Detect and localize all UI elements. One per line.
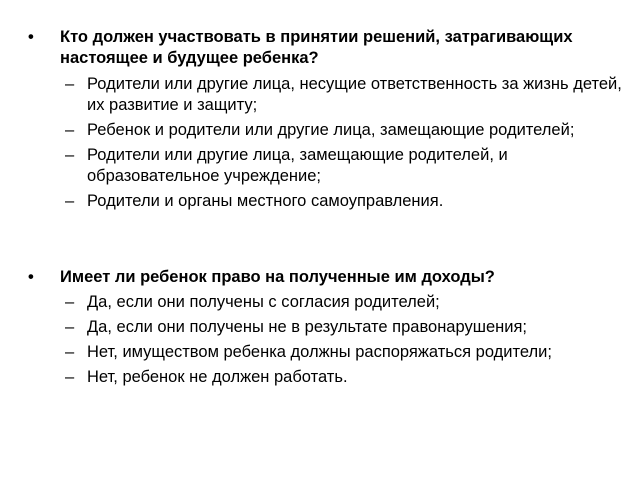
answer-text: Нет, ребенок не должен работать. — [87, 368, 348, 386]
answer-text: Родители или другие лица, несущие ответственность за жизнь детей, их развитие и защиту; — [87, 75, 622, 114]
answer-text: Да, если они получены с согласия родителей; — [87, 293, 440, 311]
dash-marker: – — [65, 121, 75, 139]
answer-option — [65, 120, 625, 141]
question-1 — [28, 27, 628, 69]
answer-text: Ребенок и родители или другие лица, замещающие родителей; — [87, 121, 575, 139]
answer-option — [65, 317, 625, 338]
dash-marker: – — [65, 146, 75, 164]
answer-option — [65, 367, 625, 388]
dash-marker: – — [65, 318, 75, 336]
answer-text: Родители или другие лица, замещающие родителей, и образовательное учреждение; — [87, 146, 508, 185]
answer-option — [65, 342, 625, 363]
answer-option — [65, 292, 625, 313]
dash-marker: – — [65, 293, 75, 311]
dash-marker: – — [65, 343, 75, 361]
answer-option — [65, 145, 625, 187]
dash-marker: – — [65, 192, 75, 210]
dash-marker: – — [65, 368, 75, 386]
question-2-answers — [65, 292, 625, 392]
question-1-text: Кто должен участвовать в принятии решений, затрагивающих настоящее и будущее ребенка? — [60, 28, 573, 67]
question-2 — [28, 267, 628, 288]
answer-option — [65, 74, 625, 116]
question-1-answers — [65, 74, 625, 216]
answer-text: Родители и органы местного самоуправления. — [87, 192, 444, 210]
dash-marker: – — [65, 75, 75, 93]
bullet-marker: • — [28, 28, 34, 46]
bullet-marker: • — [28, 268, 34, 286]
answer-text: Да, если они получены не в результате правонарушения; — [87, 318, 527, 336]
answer-option — [65, 191, 625, 212]
question-2-text: Имеет ли ребенок право на полученные им доходы? — [60, 268, 495, 286]
answer-text: Нет, имуществом ребенка должны распоряжаться родители; — [87, 343, 552, 361]
